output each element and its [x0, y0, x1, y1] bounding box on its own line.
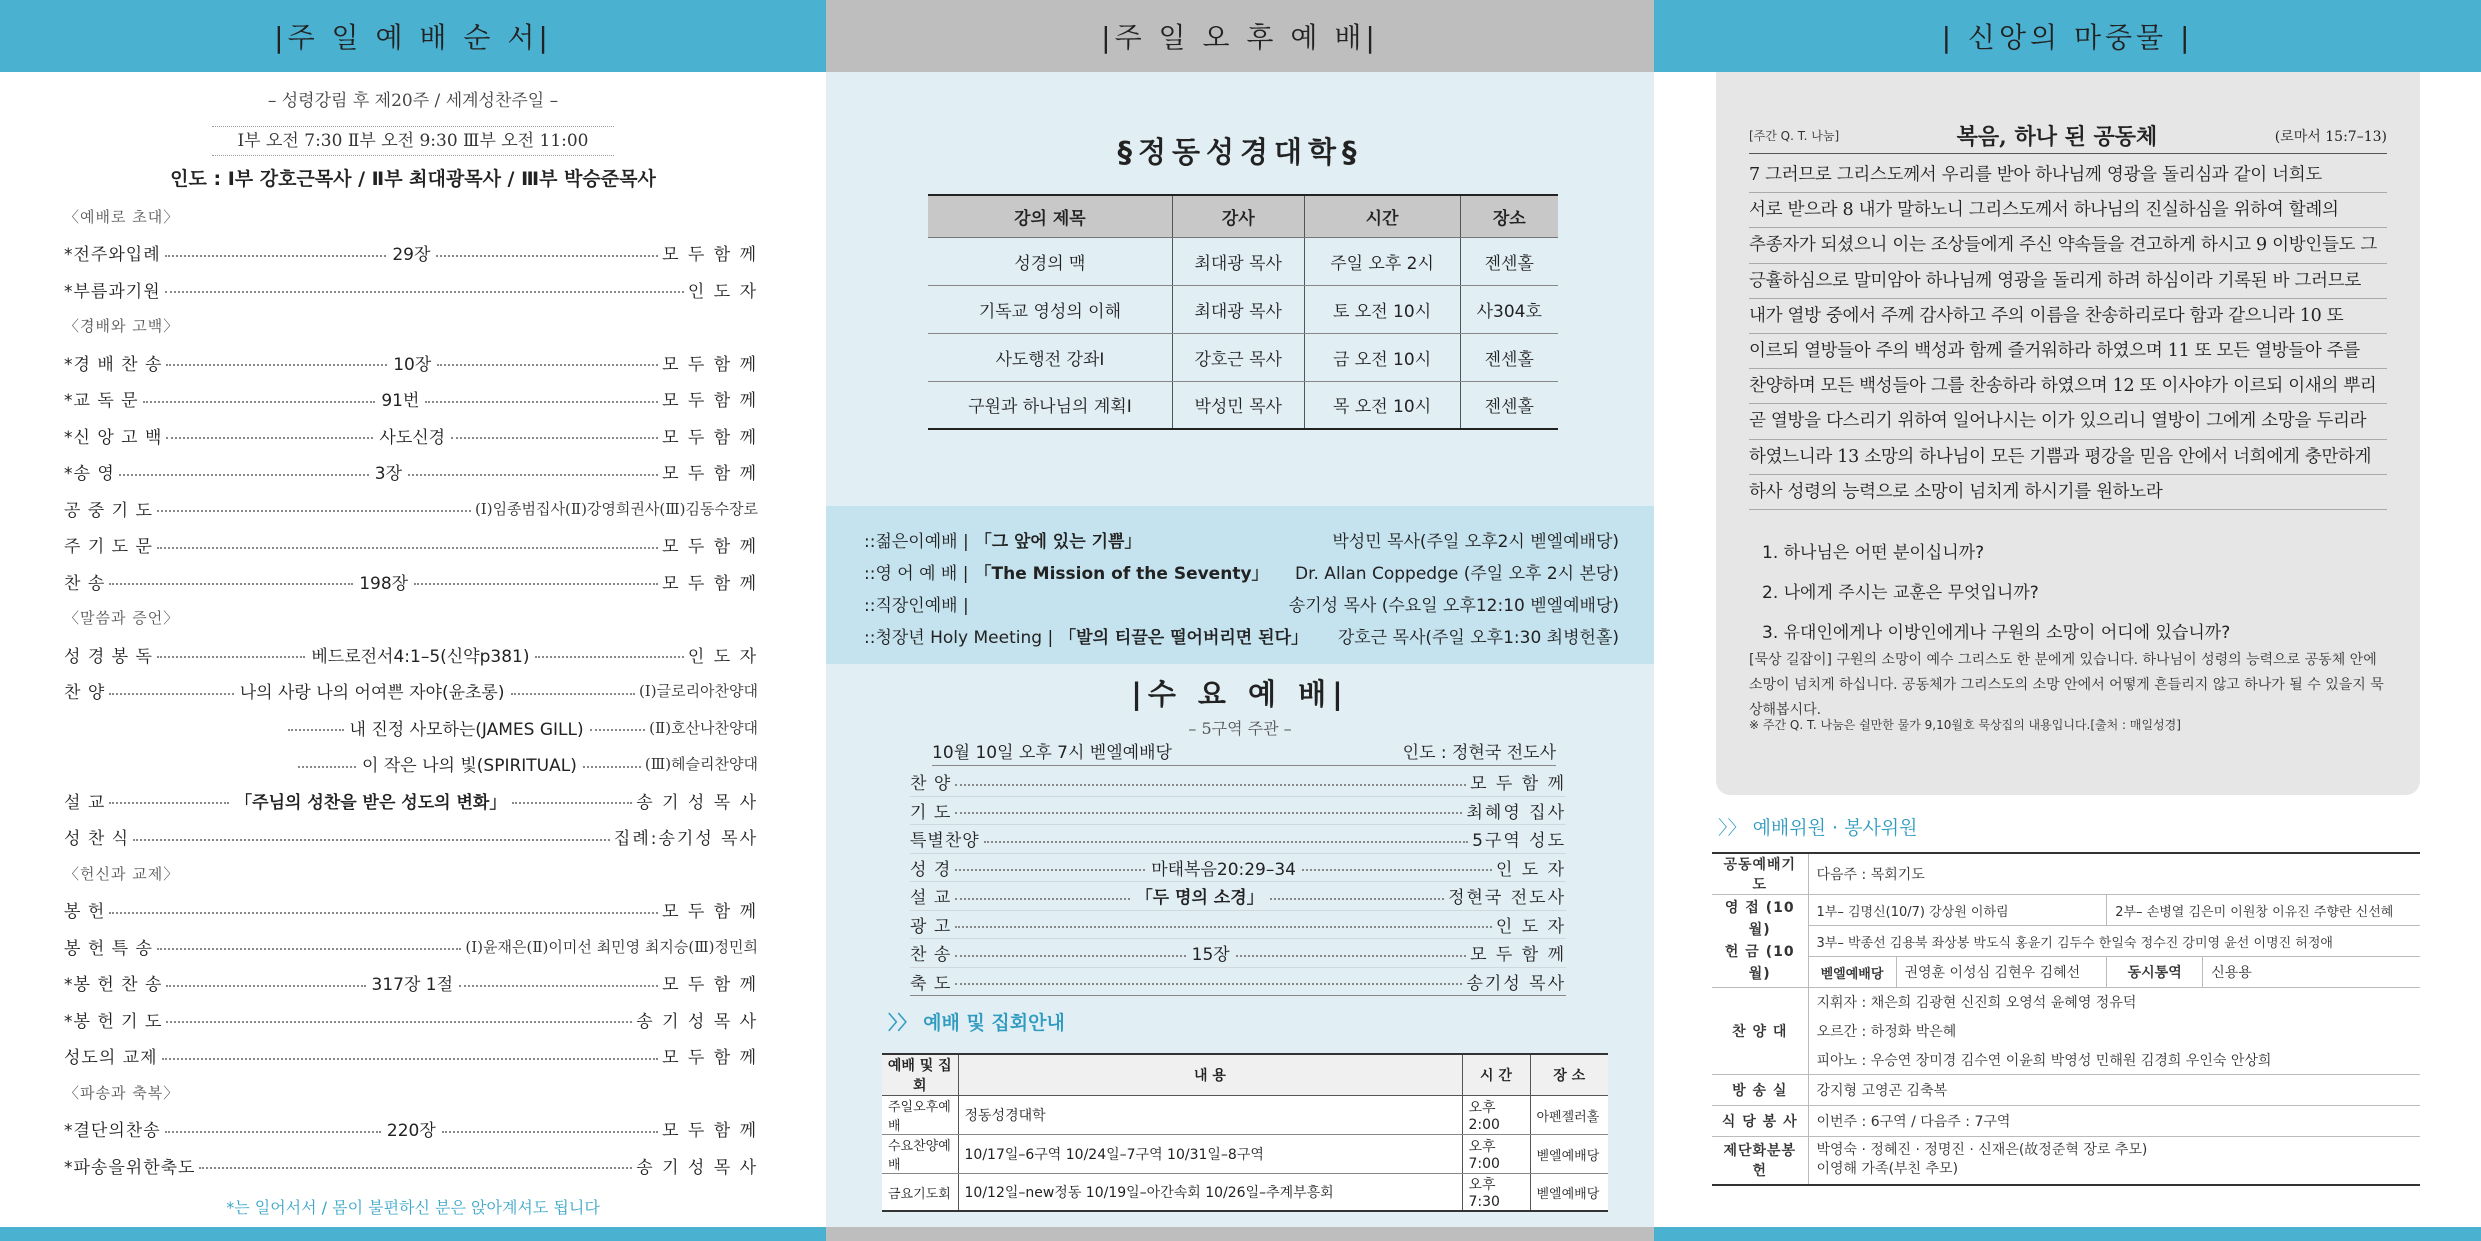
- bible-college-title: §정동성경대학§: [1117, 135, 1363, 169]
- service-type: ::젊은이예배 |: [864, 531, 969, 552]
- table-cell: 기독교 영성의 이해: [928, 285, 1172, 333]
- order-row: [64, 490, 758, 527]
- table-row: [928, 333, 1558, 381]
- section-heading: [64, 308, 758, 345]
- order-content: 내 진정 사모하는(JAMES GILL): [349, 719, 584, 740]
- order-label: *부름과기원: [64, 281, 161, 302]
- dotted-leader: [511, 693, 635, 695]
- section-heading: [64, 1074, 758, 1111]
- table-row: [882, 1174, 1608, 1212]
- order-performer: 정현국 전도사: [1448, 888, 1567, 909]
- meeting-info-table: [882, 1053, 1608, 1212]
- lecture-table: [928, 194, 1558, 430]
- table-row: [928, 381, 1558, 429]
- order-content: 317장 1절: [371, 975, 454, 996]
- table-cell: 오후 7:00: [1462, 1135, 1530, 1174]
- verse-line: 내가 열방 중에서 주께 감사하고 주의 이름을 찬송하리로다 함과 같으니라 10 또: [1749, 299, 2387, 334]
- order-content: 220장: [386, 1121, 436, 1142]
- service-speaker: 송기성 목사 (수요일 오후12:10 벧엘예배당): [1288, 595, 1619, 616]
- table-header: 시간: [1304, 195, 1460, 237]
- order-content: 15장: [1191, 945, 1230, 966]
- vol-key: 찬 양 대: [1712, 988, 1808, 1075]
- order-row: [64, 454, 758, 491]
- section-label: 〈헌신과 교제〉: [64, 864, 180, 883]
- wednesday-title: |수 요 예 배|: [1131, 677, 1349, 711]
- order-performer: 모 두 함 께: [662, 1121, 758, 1142]
- order-content: 「주님의 성찬을 받은 성도의 변화」: [235, 792, 507, 813]
- order-row: [910, 968, 1566, 997]
- verse-line: 하사 성령의 능력으로 소망이 넘치게 하시기를 원하노라: [1749, 475, 2387, 510]
- dotted-leader: [1270, 898, 1444, 900]
- order-label: *송 영: [64, 464, 115, 485]
- dotted-leader: [298, 766, 356, 768]
- dotted-leader: [451, 437, 658, 439]
- dotted-leader: [157, 656, 305, 658]
- scripture-text: [1749, 158, 2387, 510]
- wednesday-date: 10월 10일 오후 7시 벧엘예배당: [932, 743, 1172, 763]
- altar-line-1: 박영숙 · 정혜진 · 정명진 · 신재은(故정준혁 장로 추모): [1816, 1142, 2148, 1159]
- order-label: 봉 헌 특 송: [64, 938, 153, 959]
- order-performer: 인 도 자: [1495, 916, 1566, 937]
- question-1: 1. 하나님은 어떤 분이십니까?: [1762, 543, 1985, 563]
- order-label: 축 도: [910, 973, 952, 994]
- order-row: [910, 825, 1566, 854]
- order-content: 베드로전서4:1–5(신약p381): [311, 646, 530, 667]
- table-row: [928, 285, 1558, 333]
- meditation-guide: [1749, 648, 2389, 723]
- table-header: 예배 및 집회: [882, 1054, 958, 1096]
- dotted-leader: [984, 841, 1468, 843]
- order-label: 성 경: [910, 859, 952, 880]
- table-cell: 주일 오후 2시: [1304, 237, 1460, 285]
- order-label: *봉 헌 찬 송: [64, 975, 163, 996]
- dotted-leader: [165, 291, 684, 293]
- order-content: 사도신경: [379, 427, 446, 448]
- order-performer: 모 두 함 께: [662, 245, 758, 266]
- order-content: 이 작은 나의 빛(SPIRITUAL): [362, 756, 577, 777]
- order-label: *파송을위한축도: [64, 1157, 196, 1178]
- order-label: 찬 송: [910, 945, 952, 966]
- verse-line: 긍휼하심으로 말미암아 하나님께 영광을 돌리게 하려 하심이라 기록된 바 그러므로: [1749, 264, 2387, 299]
- order-label: 설 교: [910, 888, 952, 909]
- table-cell: 박성민 목사: [1172, 381, 1304, 429]
- order-row: [910, 939, 1566, 968]
- dotted-leader: [512, 802, 632, 804]
- order-content: 3장: [374, 464, 403, 485]
- order-row: [910, 854, 1566, 883]
- order-row: [64, 709, 758, 746]
- order-label: 성 찬 식: [64, 829, 130, 850]
- table-header: 강사: [1172, 195, 1304, 237]
- table-cell: 구원과 하나님의 계획Ⅰ: [928, 381, 1172, 429]
- table-cell: 벧엘예배당: [1530, 1135, 1608, 1174]
- order-content: 91번: [381, 391, 420, 412]
- table-header: 내 용: [958, 1054, 1462, 1096]
- order-row: [910, 768, 1566, 797]
- order-performer: 모 두 함 께: [662, 464, 758, 485]
- service-subtitle: – 성령강림 후 제20주 / 세계성찬주일 –: [267, 91, 559, 111]
- order-performer: 집례:송기성 목사: [613, 829, 758, 850]
- vol-value: 권영훈 이성심 김현우 김혜선: [1896, 957, 2107, 988]
- table-cell: 강호근 목사: [1172, 333, 1304, 381]
- afternoon-service: [864, 587, 1619, 619]
- qt-reference: (로마서 15:7–13): [2274, 128, 2387, 145]
- qt-title: 복음, 하나 된 공동체: [1956, 124, 2158, 150]
- table-header: 장소: [1460, 195, 1558, 237]
- footer-bar: [1654, 1227, 2481, 1241]
- dotted-leader: [408, 474, 658, 476]
- order-row: [64, 527, 758, 564]
- service-theme: 「발의 티끌은 떨어버리면 된다」: [1059, 627, 1308, 648]
- order-row: [64, 417, 758, 454]
- table-cell: 사도행전 강좌Ⅰ: [928, 333, 1172, 381]
- vol-value: 다음주 : 목회기도: [1808, 853, 2420, 895]
- wednesday-leader: 인도 : 정현국 전도사: [1402, 743, 1556, 763]
- altar-line-2: 이영해 가족(부친 추모): [1816, 1161, 1959, 1178]
- section-heading: [64, 600, 758, 637]
- verse-line: 찬양하며 모든 백성들아 그를 찬송하라 하였으며 12 또 이사야가 이르되 이새의 뿌리: [1749, 369, 2387, 404]
- dotted-leader: [119, 474, 369, 476]
- vol-key: 방 송 실: [1712, 1075, 1808, 1106]
- dotted-leader: [109, 912, 658, 914]
- order-label: *결단의찬송: [64, 1121, 161, 1142]
- vol-value: 신용용: [2203, 957, 2420, 988]
- order-label: *교 독 문: [64, 391, 139, 412]
- table-cell: 10/17일–6구역 10/24일–7구역 10/31일–8구역: [958, 1135, 1462, 1174]
- service-name: [864, 591, 975, 616]
- order-row: [64, 271, 758, 308]
- service-theme: 「The Mission of the Seventy」: [974, 563, 1269, 584]
- service-name: [864, 559, 1269, 584]
- order-row: [64, 381, 758, 418]
- qt-header: [1749, 118, 2387, 154]
- dotted-leader: [166, 364, 387, 366]
- table-cell: 젠센홀: [1460, 333, 1558, 381]
- order-label: 광 고: [910, 916, 952, 937]
- order-label: 기 도: [910, 802, 952, 823]
- vol-value: 2부– 손병열 김은미 이원창 이유진 주향란 신선혜: [2107, 895, 2420, 926]
- table-row: [882, 1096, 1608, 1135]
- afternoon-services-band: [826, 506, 1654, 664]
- dotted-leader: [955, 898, 1129, 900]
- service-type: ::영 어 예 배 |: [864, 563, 969, 584]
- order-row: [910, 882, 1566, 911]
- table-header: 강의 제목: [928, 195, 1172, 237]
- dotted-leader: [143, 401, 376, 403]
- order-row: [64, 235, 758, 272]
- wednesday-info: [932, 736, 1556, 766]
- meditation-label: [묵상 길잡이]: [1749, 652, 1832, 668]
- order-row: [64, 819, 758, 856]
- vol-key: 벧엘예배당: [1808, 957, 1896, 988]
- order-performer: 모 두 함 께: [662, 391, 759, 412]
- order-performer: (Ⅰ)윤재은(Ⅱ)이미선 최민영 최지승(Ⅲ)정민희: [465, 937, 758, 956]
- order-performer: (Ⅲ)헤슬리찬양대: [644, 755, 759, 774]
- verse-line: 서로 받으라 8 내가 말하노니 그리스도께서 하나님의 진실하심을 위하여 할례의: [1749, 193, 2387, 228]
- section-label: 〈경배와 고백〉: [64, 317, 180, 336]
- table-cell: 목 오전 10시: [1304, 381, 1460, 429]
- table-cell: 벧엘예배당: [1530, 1174, 1608, 1212]
- vol-key: 영 접 (10월) 헌 금 (10월): [1712, 895, 1808, 988]
- afternoon-service: [864, 619, 1619, 651]
- order-performer: 모 두 함 께: [662, 902, 758, 923]
- dotted-leader: [955, 784, 1466, 786]
- dotted-leader: [157, 948, 462, 950]
- table-header: 장 소: [1530, 1054, 1608, 1096]
- order-row: [64, 344, 758, 381]
- section-heading: [64, 198, 758, 235]
- order-label: 성도의 교제: [64, 1048, 158, 1069]
- table-cell: 사304호: [1460, 285, 1558, 333]
- table-cell: 최대광 목사: [1172, 237, 1304, 285]
- order-row: [64, 746, 758, 783]
- afternoon-service: [864, 555, 1619, 587]
- order-row: [64, 1001, 758, 1038]
- dotted-leader: [955, 869, 1145, 871]
- dotted-leader: [955, 812, 1462, 814]
- order-label: *신 앙 고 백: [64, 427, 163, 448]
- dotted-leader: [1236, 955, 1466, 957]
- order-performer: 인 도 자: [687, 646, 758, 667]
- order-row: [64, 782, 758, 819]
- dotted-leader: [436, 255, 658, 257]
- order-label: *경 배 찬 송: [64, 354, 163, 375]
- order-performer: 송기성 목사: [1466, 973, 1566, 994]
- table-cell: 금요기도회: [882, 1174, 958, 1212]
- order-content: 나의 사랑 나의 어여쁜 자야(윤초롱): [239, 683, 505, 704]
- vol-value: 이번주 : 6구역 / 다음주 : 7구역: [1808, 1106, 2420, 1137]
- order-content: 198장: [359, 573, 409, 594]
- verse-line: 하였느니라 13 소망의 하나님이 모든 기쁨과 평강을 믿음 안에서 너희에게 충만하게: [1749, 440, 2387, 475]
- dotted-leader: [166, 985, 365, 987]
- dotted-leader: [109, 693, 233, 695]
- order-performer: 송 기 성 목 사: [636, 792, 758, 813]
- service-speaker: 강호근 목사(주일 오후1:30 최병헌홀): [1337, 627, 1619, 648]
- dotted-leader: [955, 955, 1185, 957]
- footer-bar: [0, 1227, 826, 1241]
- order-row: [64, 1111, 758, 1148]
- order-row: [64, 673, 758, 710]
- volunteer-section-title: [1718, 813, 1918, 840]
- table-cell: 젠센홀: [1460, 381, 1558, 429]
- table-cell: 오후 7:30: [1462, 1174, 1530, 1212]
- order-performer: 모 두 함 께: [662, 975, 759, 996]
- order-performer: 모 두 함 께: [1470, 945, 1566, 966]
- qt-label: [주간 Q. T. 나눔]: [1749, 129, 1840, 143]
- qt-source: ※ 주간 Q. T. 나눔은 쉴만한 물가 9,10월호 묵상집의 내용입니다.[출처 : 매일성경]: [1749, 718, 2181, 732]
- service-type: ::청장년 Holy Meeting |: [864, 627, 1054, 648]
- dotted-leader: [162, 1058, 659, 1060]
- section-heading: [64, 855, 758, 892]
- section-label: 〈예배로 초대〉: [64, 207, 180, 226]
- panel-header: |주 일 예 배 순 서|: [0, 0, 826, 72]
- verse-line: 곧 열방을 다스리기 위하여 일어나시는 이가 있으리니 열방이 그에게 소망을 두리라: [1749, 404, 2387, 439]
- order-row: [64, 563, 758, 600]
- table-cell: 10/12일–new정동 10/19일–아간속회 10/26일–추계부흥회: [958, 1174, 1462, 1212]
- service-name: [864, 623, 1308, 648]
- table-row: [928, 237, 1558, 285]
- dotted-leader: [157, 510, 471, 512]
- order-content: 10장: [393, 354, 432, 375]
- dotted-leader: [165, 1131, 381, 1133]
- order-label: *전주와입례: [64, 245, 161, 266]
- dotted-leader: [535, 656, 683, 658]
- order-label: 봉 헌: [64, 902, 106, 923]
- table-header: 시 간: [1462, 1054, 1530, 1096]
- double-chevron-icon: 〉〉: [1718, 817, 1747, 839]
- order-label: 설 교: [64, 792, 106, 813]
- order-performer: 모 두 함 께: [662, 354, 758, 375]
- order-row: [64, 1147, 758, 1184]
- service-leaders: 인도 : Ⅰ부 강호근목사 / Ⅱ부 최대광목사 / Ⅲ부 박승준목사: [170, 168, 656, 190]
- info-section-title: [888, 1008, 1065, 1035]
- order-label: 찬 송: [64, 573, 106, 594]
- table-cell: 오후 2:00: [1462, 1096, 1530, 1135]
- service-type: ::직장인예배 |: [864, 595, 969, 616]
- service-speaker: Dr. Allan Coppedge (주일 오후 2시 본당): [1294, 563, 1619, 584]
- table-cell: 젠센홀: [1460, 237, 1558, 285]
- order-performer: 모 두 함 께: [662, 1048, 758, 1069]
- dotted-leader: [955, 983, 1462, 985]
- order-content: 마태복음20:29–34: [1151, 859, 1296, 880]
- section-label: 〈말씀과 증언〉: [64, 609, 180, 628]
- volunteer-table: [1712, 852, 2420, 1186]
- wednesday-subtitle: – 5구역 주관 –: [1188, 719, 1292, 738]
- panel-header: | 신앙의 마중물 |: [1654, 0, 2481, 72]
- vol-key: 공동예배기도: [1712, 853, 1808, 895]
- table-row: [882, 1135, 1608, 1174]
- dotted-leader: [414, 583, 658, 585]
- order-row: [910, 911, 1566, 940]
- vol-value: 지휘자 : 채은희 김광현 신진희 오영석 윤혜영 정유덕: [1816, 995, 2137, 1012]
- vol-value: 1부– 김명신(10/7) 강상원 이하림: [1808, 895, 2107, 926]
- table-cell: 토 오전 10시: [1304, 285, 1460, 333]
- order-performer: 5구역 성도: [1472, 831, 1566, 852]
- order-label: 찬 양: [910, 774, 952, 795]
- order-label: *봉 헌 기 도: [64, 1011, 163, 1032]
- order-label: 주 기 도 문: [64, 537, 153, 558]
- order-label: 성 경 봉 독: [64, 646, 153, 667]
- vol-key: 동시통역: [2107, 957, 2203, 988]
- panel-afternoon: [826, 0, 1654, 1241]
- order-performer: 최혜영 집사: [1466, 802, 1566, 823]
- afternoon-service: [864, 523, 1619, 555]
- order-performer: 모 두 함 께: [1470, 774, 1566, 795]
- order-row: [64, 928, 758, 965]
- panel-header: |주 일 오 후 예 배|: [826, 0, 1654, 72]
- table-cell: 금 오전 10시: [1304, 333, 1460, 381]
- dotted-leader: [133, 839, 610, 841]
- order-row: [64, 965, 758, 1002]
- order-performer: (Ⅱ)호산나찬양대: [649, 718, 759, 737]
- order-label: 공 중 기 도: [64, 500, 153, 521]
- verse-line: 7 그러므로 그리스도께서 우리를 받아 하나님께 영광을 돌리심과 같이 너희도: [1749, 158, 2387, 193]
- standing-note: *는 일어서서 / 몸이 불편하신 분은 앉아계셔도 됩니다: [226, 1198, 600, 1217]
- question-2: 2. 나에게 주시는 교훈은 무엇입니까?: [1762, 583, 2039, 603]
- order-performer: 모 두 함 께: [662, 537, 758, 558]
- dotted-leader: [1302, 869, 1492, 871]
- service-name: [864, 527, 1141, 552]
- meditation-text: 구원의 소망이 예수 그리스도 한 분에게 있습니다. 하나님이 성령의 능력으로 공동체 안에 소망이 넘치게 하십니다. 공동체가 그리스도의 소망 안에서 어떻게 흔들리지 않고 하나가 될 수 있을지 묵상해봅시다.: [1749, 652, 2384, 718]
- dotted-leader: [590, 729, 646, 731]
- dotted-leader: [442, 1131, 658, 1133]
- table-cell: 성경의 맥: [928, 237, 1172, 285]
- order-performer: 인 도 자: [687, 281, 758, 302]
- dotted-leader: [157, 547, 658, 549]
- order-label: 찬 양: [64, 683, 106, 704]
- service-speaker: 박성민 목사(주일 오후2시 벧엘예배당): [1332, 531, 1619, 552]
- table-cell: 최대광 목사: [1172, 285, 1304, 333]
- order-performer: (Ⅰ)글로리아찬양대: [638, 682, 759, 701]
- double-chevron-icon: 〉〉: [888, 1012, 917, 1034]
- order-performer: 송 기 성 목 사: [636, 1011, 758, 1032]
- volunteer-title-text: 예배위원 · 봉사위원: [1752, 817, 1918, 839]
- vol-key: 제단화분봉헌: [1712, 1137, 1808, 1185]
- dotted-leader: [437, 364, 658, 366]
- order-list: [64, 198, 758, 1184]
- dotted-leader: [165, 255, 387, 257]
- order-content: 「두 명의 소경」: [1135, 888, 1264, 909]
- vol-value: [1808, 1137, 2420, 1185]
- panel-qt: [1654, 0, 2481, 1241]
- dotted-leader: [109, 583, 353, 585]
- table-cell: 정동성경대학: [958, 1096, 1462, 1135]
- order-performer: (Ⅰ)임종범집사(Ⅱ)강영희권사(Ⅲ)김동수장로: [474, 499, 758, 518]
- table-cell: 주일오후예배: [882, 1096, 958, 1135]
- dotted-leader: [166, 437, 373, 439]
- vol-value: 3부– 박종선 김용북 좌상봉 박도식 홍윤기 김두수 한일숙 정수진 강미영 윤선 이명진 허정애: [1808, 926, 2420, 957]
- panel-sunday-order: [0, 0, 826, 1241]
- vol-value: 강지형 고영곤 김축복: [1808, 1075, 2420, 1106]
- order-performer: 인 도 자: [1495, 859, 1567, 880]
- dotted-leader: [955, 926, 1492, 928]
- footer-bar: [826, 1227, 1654, 1241]
- dotted-leader: [288, 729, 344, 731]
- service-theme: 「그 앞에 있는 기쁨」: [974, 531, 1142, 552]
- dotted-leader: [425, 401, 658, 403]
- order-performer: 모 두 함 께: [662, 427, 759, 448]
- dotted-leader: [109, 802, 229, 804]
- verse-line: 이르되 열방들아 주의 백성과 함께 즐거워하라 하였으며 11 또 모든 열방들아 주를: [1749, 334, 2387, 369]
- dotted-leader: [199, 1167, 632, 1169]
- info-title-text: 예배 및 집회안내: [923, 1012, 1065, 1034]
- order-row: [910, 797, 1566, 826]
- section-label: 〈파송과 축복〉: [64, 1083, 180, 1102]
- order-row: [64, 636, 758, 673]
- order-row: [64, 1038, 758, 1075]
- wednesday-order-list: [910, 768, 1566, 996]
- dotted-leader: [583, 766, 641, 768]
- service-times: Ⅰ부 오전 7:30 Ⅱ부 오전 9:30 Ⅲ부 오전 11:00: [212, 126, 614, 156]
- verse-line: 추종자가 되셨으니 이는 조상들에게 주신 약속들을 견고하게 하시고 9 이방인들도 그: [1749, 228, 2387, 263]
- vol-value: 피아노 : 우승연 장미경 김수연 이윤희 박영성 민해원 김경희 우인숙 안상희: [1808, 1046, 2420, 1075]
- vol-key: 식 당 봉 사: [1712, 1106, 1808, 1137]
- order-row: [64, 892, 758, 929]
- vol-value: 오르간 : 하정화 박은혜: [1816, 1024, 1957, 1040]
- order-label: 특별찬양: [910, 831, 980, 852]
- order-performer: 모 두 함 께: [662, 573, 758, 594]
- table-cell: 아펜젤러홀: [1530, 1096, 1608, 1135]
- dotted-leader: [166, 1021, 632, 1023]
- order-content: 29장: [392, 245, 431, 266]
- table-cell: 수요찬양예배: [882, 1135, 958, 1174]
- dotted-leader: [459, 985, 658, 987]
- order-performer: 송 기 성 목 사: [636, 1157, 758, 1178]
- question-3: 3. 유대인에게나 이방인에게나 구원의 소망이 어디에 있습니까?: [1762, 623, 2231, 643]
